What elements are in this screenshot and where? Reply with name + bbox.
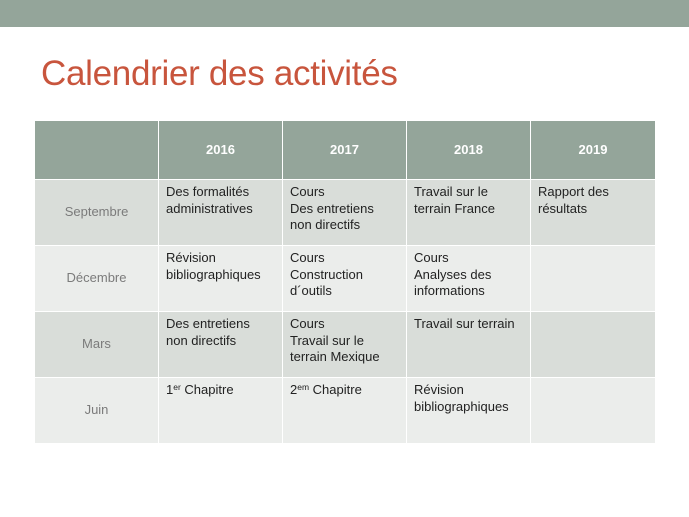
- table-header-row: [35, 121, 656, 180]
- activity-cell: [283, 246, 407, 312]
- table-row: [35, 378, 656, 444]
- header-year-2018: 2018: [407, 121, 531, 180]
- activity-line: Révision: [166, 250, 216, 265]
- activity-cell: [531, 312, 656, 378]
- header-year-2016: 2016: [159, 121, 283, 180]
- activity-line: administratives: [166, 200, 253, 216]
- slide-title: Calendrier des activités: [41, 54, 398, 93]
- activity-cell: [407, 246, 531, 312]
- activity-line: informations: [414, 283, 485, 298]
- chapter-number: 2: [290, 382, 298, 397]
- activity-line: bibliographiques: [414, 398, 509, 414]
- activity-line: Cours: [290, 250, 325, 265]
- activity-cell: [283, 180, 407, 246]
- activity-line: Révision: [414, 382, 464, 397]
- ordinal-suffix: er: [173, 382, 181, 392]
- table-row: [35, 312, 656, 378]
- activity-cell: [407, 312, 531, 378]
- chapter-word: Chapitre: [309, 382, 362, 397]
- activity-line: bibliographiques: [166, 266, 261, 282]
- activity-cell: [407, 180, 531, 246]
- table-row: [35, 246, 656, 312]
- activity-line: Cours: [414, 250, 449, 265]
- header-corner-cell: [35, 121, 159, 180]
- header-year-2019: 2019: [531, 121, 656, 180]
- activity-cell: [531, 180, 656, 246]
- activity-line: Construction: [290, 266, 363, 282]
- chapter-word: Chapitre: [180, 382, 234, 397]
- activity-calendar-table: [34, 120, 656, 444]
- activity-cell: [159, 180, 283, 246]
- ordinal-suffix: em: [297, 382, 310, 392]
- activity-line: Cours: [290, 316, 325, 331]
- activity-line: Analyses des: [414, 266, 492, 282]
- activity-line: Travail sur le: [414, 184, 488, 199]
- month-label-cell: Septembre: [35, 180, 159, 246]
- activity-cell: [531, 246, 656, 312]
- activity-line: terrain Mexique: [290, 349, 380, 364]
- header-year-2017: 2017: [283, 121, 407, 180]
- activity-line: Cours: [290, 184, 325, 199]
- activity-line: terrain France: [414, 200, 495, 216]
- activity-line: Travail sur le: [290, 332, 364, 348]
- activity-line: résultats: [538, 200, 588, 216]
- activity-line: non directifs: [166, 332, 237, 348]
- activity-line: non directifs: [290, 217, 361, 232]
- activity-cell: [283, 312, 407, 378]
- month-label-cell: Décembre: [35, 246, 159, 312]
- activity-cell: [159, 246, 283, 312]
- table-row: [35, 180, 656, 246]
- chapter-label: [166, 382, 275, 399]
- activity-line: Rapport des: [538, 184, 609, 199]
- month-label-cell: Mars: [35, 312, 159, 378]
- activity-cell: [283, 378, 407, 444]
- activity-line: Des entretiens: [166, 316, 250, 331]
- activity-line: Des formalités: [166, 184, 250, 199]
- top-accent-band: [0, 0, 689, 27]
- chapter-number: 1: [166, 382, 174, 397]
- month-label-cell: Juin: [35, 378, 159, 444]
- activity-cell: [159, 378, 283, 444]
- activity-cell: [407, 378, 531, 444]
- activity-line: d´outils: [290, 283, 332, 298]
- activity-cell: [159, 312, 283, 378]
- chapter-label: [290, 382, 399, 399]
- activity-line: Des entretiens: [290, 200, 374, 216]
- activity-cell: [531, 378, 656, 444]
- activity-line: Travail sur terrain: [414, 316, 515, 331]
